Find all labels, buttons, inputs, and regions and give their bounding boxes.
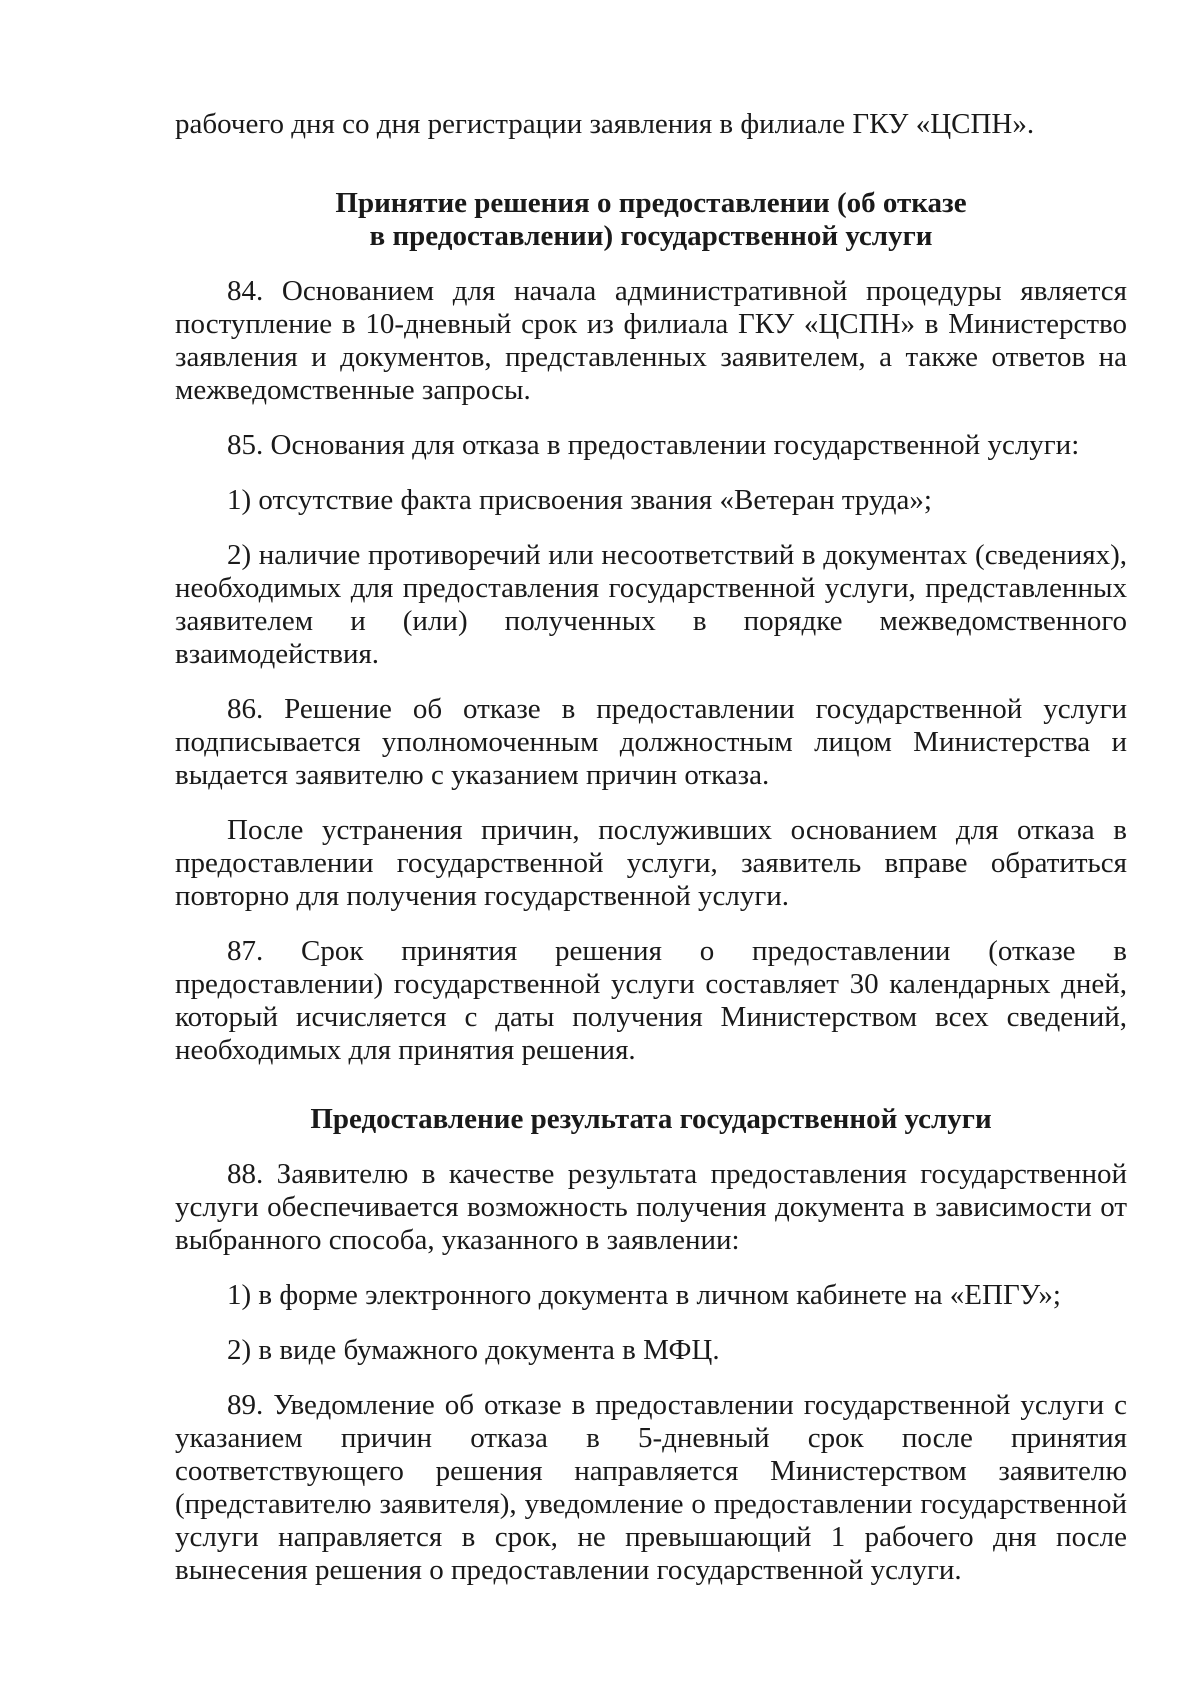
paragraph-86-continuation: После устранения причин, послуживших основанием для отказа в предоставлении государственной услуги, заявитель вправе обратиться повторно для получения государственной услуги. (175, 814, 1127, 912)
paragraph-88-item-1: 1) в форме электронного документа в личном кабинете на «ЕПГУ»; (227, 1279, 1061, 1311)
document-body (175, 108, 1127, 1587)
paragraph-85-item-1: 1) отсутствие факта присвоения звания «Ветеран труда»; (227, 484, 932, 516)
paragraph-88-item-2: 2) в виде бумажного документа в МФЦ. (227, 1334, 720, 1366)
section-heading-decision-line1: Принятие решения о предоставлении (об отказе (335, 187, 967, 219)
paragraph-85: 85. Основания для отказа в предоставлении государственной услуги: (227, 429, 1080, 461)
paragraph-89: 89. Уведомление об отказе в предоставлении государственной услуги с указанием причин отказа в 5-дневный срок после принятия соответствующего решения направляется Министерством заявителю (представителю заявителя), уведомление о предоставлении государственной услуги направляется в срок, не превышающий 1 рабочего дня после вынесения решения о предоставлении государственной услуги. (175, 1389, 1127, 1586)
paragraph-88: 88. Заявителю в качестве результата предоставления государственной услуги обеспечивается возможность получения документа в зависимости от выбранного способа, указанного в заявлении: (175, 1158, 1127, 1256)
section-heading-decision-line2: в предоставлении) государственной услуги (369, 220, 933, 252)
section-heading-result: Предоставление результата государственной услуги (310, 1103, 992, 1135)
paragraph-87: 87. Срок принятия решения о предоставлении (отказе в предоставлении) государственной услуги составляет 30 календарных дней, который исчисляется с даты получения Министерством всех сведений, необходимых для принятия решения. (175, 935, 1127, 1066)
paragraph-84: 84. Основанием для начала административной процедуры является поступление в 10-дневный срок из филиала ГКУ «ЦСПН» в Министерство заявления и документов, представленных заявителем, а также ответов на межведомственные запросы. (175, 275, 1127, 406)
paragraph-85-item-2: 2) наличие противоречий или несоответствий в документах (сведениях), необходимых для предоставления государственной услуги, представленных заявителем и (или) полученных в порядке межведомственного взаимодействия. (175, 539, 1127, 670)
continuation-paragraph: рабочего дня со дня регистрации заявления в филиале ГКУ «ЦСПН». (175, 108, 1035, 140)
paragraph-86: 86. Решение об отказе в предоставлении государственной услуги подписывается уполномоченным должностным лицом Министерства и выдается заявителю с указанием причин отказа. (175, 693, 1127, 791)
